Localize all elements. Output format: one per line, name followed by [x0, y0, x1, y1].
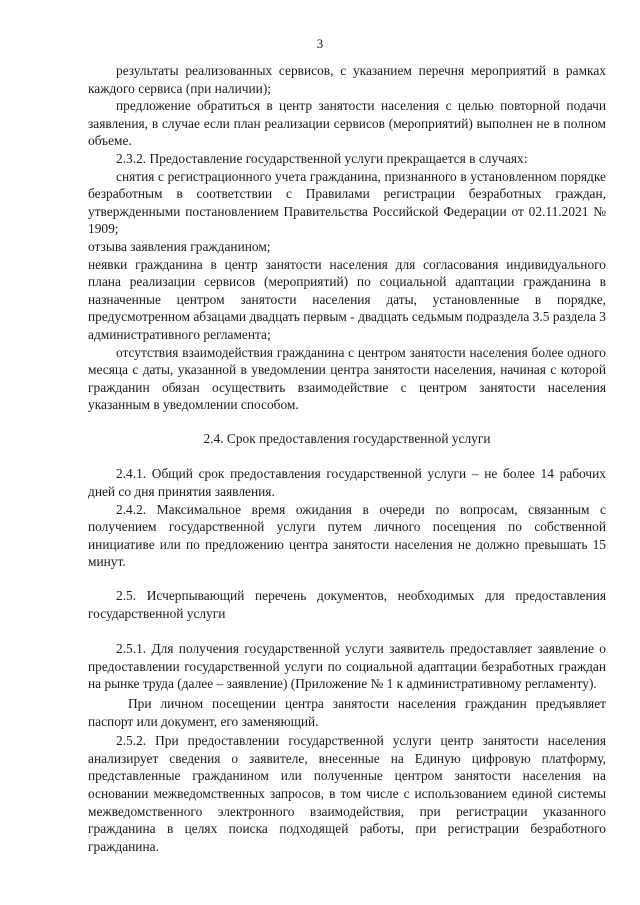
paragraph-2-4-1: 2.4.1. Общий срок предоставления государственной услуги – не более 14 рабочих дней со дня принятия заявления. [88, 466, 606, 500]
page-number: 3 [316, 36, 324, 51]
paragraph-2-3-2: 2.3.2. Предоставление государственной услуги прекращается в случаях: [116, 150, 528, 166]
paragraph-2-5-1: 2.5.1. Для получения государственной услуги заявитель предоставляет заявление о предоставлении государственной услуги по социальной адаптации безработных граждан на рынке труда (далее – заявление) (Приложение № 1 к административному регламенту). [88, 641, 606, 692]
paragraph-deregistration: снятия с регистрационного учета гражданина, признанного в установленном порядке безработным в соответствии с Правилами регистрации безработных граждан, утвержденными постановлением Правительства Российской Федерации от 02.11.2021 № 1909; [88, 168, 606, 237]
section-heading-2-4: 2.4. Срок предоставления государственной услуги [203, 430, 491, 446]
paragraph-reapply-offer: предложение обратиться в центр занятости населения с целью повторной подачи заявления, в случае если план реализации сервисов (мероприятий) выполнен не в полном объеме. [88, 98, 606, 149]
paragraph-2-4-2: 2.4.2. Максимальное время ожидания в очереди по вопросам, связанным с получением государственной услуги путем личного посещения по собственной инициативе или по предложению центра занятости населения не должно превышать 15 минут. [88, 501, 606, 570]
paragraph-passport: При личном посещении центра занятости населения гражданин предъявляет паспорт или документ, его заменяющий. [88, 696, 606, 729]
paragraph-services-results: результаты реализованных сервисов, с указанием перечня мероприятий в рамках каждого сервиса (при наличии); [88, 63, 606, 96]
paragraph-no-show: неявки гражданина в центр занятости населения для согласования индивидуального плана реализации сервисов (мероприятий) по социальной адаптации гражданина в назначенные центром занятости населения даты, установленные в порядке, предусмотренном абзацами двадцать первым - двадцать седьмым подраздела 3.5 раздела 3 административного регламента; [88, 256, 606, 342]
paragraph-no-interaction: отсутствия взаимодействия гражданина с центром занятости населения более одного месяца с даты, указанной в уведомлении центра занятости населения, начиная с которой гражданин обязан осуществить взаимодействие с центром занятости населения указанным в уведомлении способом. [88, 344, 606, 413]
document-body [88, 62, 606, 855]
paragraph-2-5-2: 2.5.2. При предоставлении государственной услуги центр занятости населения анализирует сведения о заявителе, внесенные на Единую цифровую платформу, представленные гражданином или полученные центром занятости населения на основании межведомственных запросов, в том числе с использованием единой системы межведомственного электронного взаимодействия, при регистрации указанного гражданина в целях поиска подходящей работы, при регистрации безработного гражданина. [88, 733, 606, 854]
section-heading-2-5: 2.5. Исчерпывающий перечень документов, необходимых для предоставления государственной услуги [88, 588, 606, 621]
paragraph-withdrawal: отзыва заявления гражданином; [88, 238, 271, 254]
